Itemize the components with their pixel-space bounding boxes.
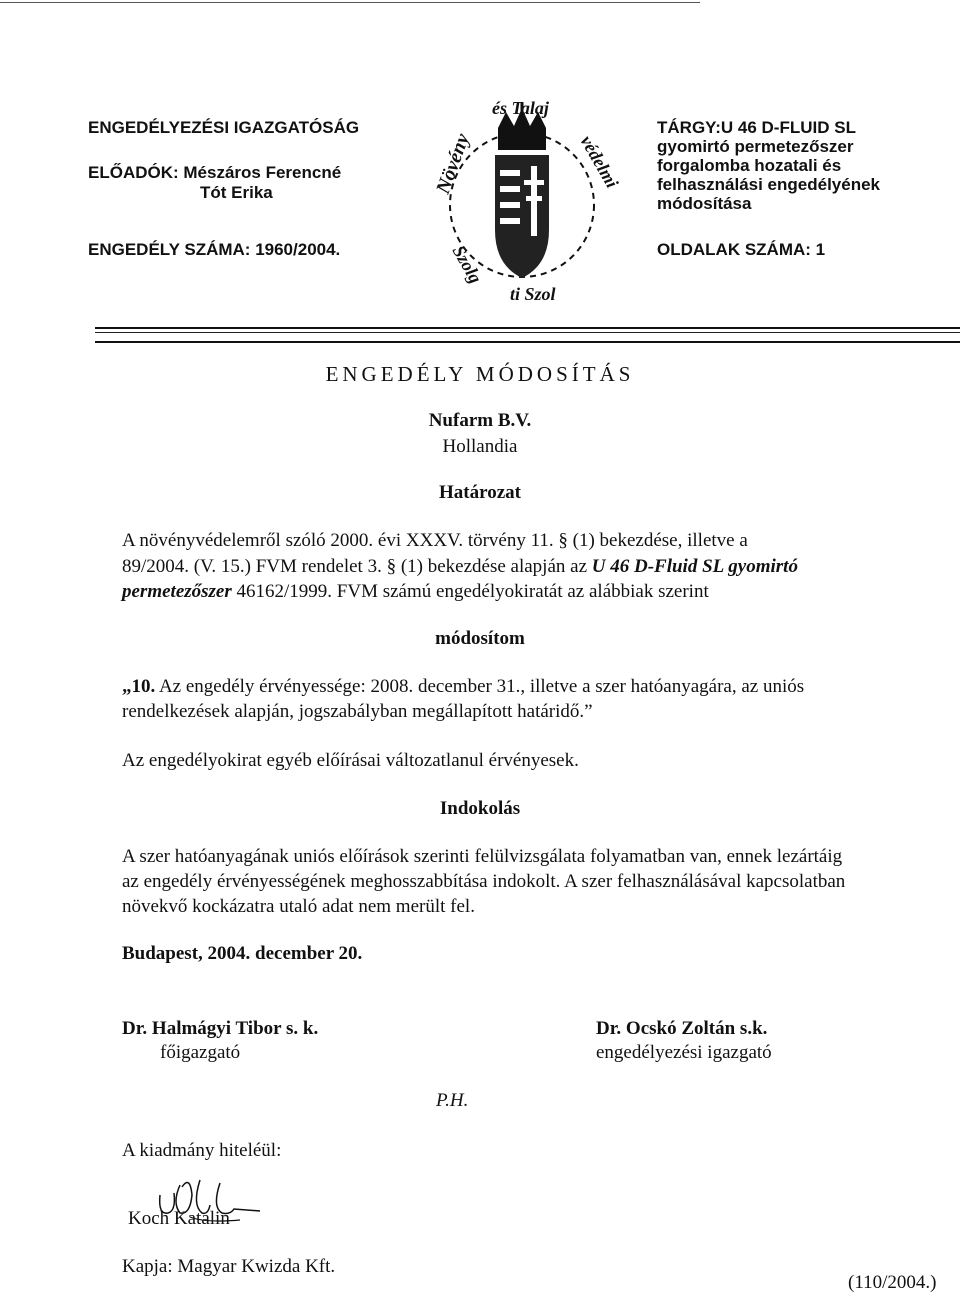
intro-line-2 (122, 556, 798, 578)
header-separator-bottom (95, 341, 960, 343)
seal-mark: P.H. (436, 1090, 469, 1111)
item-text: Az engedély érvényessége: 2008. december 31., illetve a szer hatóanyagára, az uniós (155, 676, 805, 697)
company-name: Nufarm B.V. (428, 410, 532, 431)
modify-heading: módosítom (435, 628, 525, 649)
coat-of-arms-seal (432, 98, 623, 315)
pages-count: OLDALAK SZÁMA: 1 (657, 240, 826, 259)
subject-line-1: TÁRGY:U 46 D-FLUID SL (657, 118, 856, 137)
subject-line-3: forgalomba hozatali és (657, 156, 842, 175)
document-title: ENGEDÉLY MÓDOSÍTÁS (325, 362, 635, 386)
place-and-date: Budapest, 2004. december 20. (122, 943, 363, 964)
company-country: Hollandia (442, 436, 518, 457)
subject-line-5: módosítása (657, 194, 752, 213)
decision-heading: Határozat (439, 482, 521, 503)
signer-right-title: engedélyezési igazgató (596, 1042, 772, 1063)
certifier-name: Koch Katalin (128, 1208, 230, 1229)
header-separator-middle (95, 332, 960, 333)
product-type: permetezőszer (122, 581, 232, 602)
intro-line-1: A növényvédelemről szóló 2000. évi XXXV. törvény 11. § (1) bekezdése, illetve a (122, 530, 748, 551)
header-separator-top (95, 327, 960, 329)
signer-right-name: Dr. Ocskó Zoltán s.k. (596, 1018, 768, 1039)
certified-label: A kiadmány hiteléül: (122, 1140, 282, 1161)
permit-number: ENGEDÉLY SZÁMA: 1960/2004. (88, 240, 341, 259)
reason-line-1: A szer hatóanyagának uniós előírások szerinti felülvizsgálata folyamatban van, ennek lezártáig (122, 846, 843, 867)
product-name: U 46 D-Fluid SL gyomirtó (591, 556, 798, 577)
item-line-1 (122, 676, 804, 698)
svg-text:Növény: Növény (432, 130, 474, 197)
signer-left-name: Dr. Halmágyi Tibor s. k. (122, 1018, 319, 1039)
intro-line-3-text: 46162/1999. FVM számú engedélyokiratát az alábbiak szerint (231, 581, 709, 602)
item-line-2: rendelkezések alapján, jogszabályban megállapított határidő.” (122, 701, 593, 722)
svg-text:Szolg: Szolg (448, 242, 486, 287)
svg-text:és Talaj: és Talaj (492, 98, 549, 118)
subject-line-2: gyomirtó permetezőszer (657, 137, 854, 156)
presenter-2: Tót Erika (200, 183, 273, 202)
shield-icon (495, 155, 549, 278)
svg-text:ti Szol: ti Szol (510, 284, 556, 304)
reason-line-3: növekvő kockázatra utaló adat nem merült fel. (122, 896, 475, 917)
recipient: Kapja: Magyar Kwizda Kft. (122, 1256, 336, 1277)
item-number: „10. (122, 676, 156, 697)
signer-left-title: főigazgató (160, 1042, 241, 1063)
other-provisions: Az engedélyokirat egyéb előírásai változatlanul érvényesek. (122, 750, 579, 771)
reason-line-2: az engedély érvényességének meghosszabbítása indokolt. A szer felhasználásával kapcsolatban (122, 871, 846, 892)
document-code: (110/2004.) (848, 1272, 937, 1293)
reason-heading: Indokolás (439, 798, 521, 819)
directorate-name: ENGEDÉLYEZÉSI IGAZGATÓSÁG (88, 118, 360, 137)
intro-line-3 (122, 581, 709, 603)
presenters-line: ELŐADÓK: Mészáros Ferencné (88, 163, 342, 182)
intro-line-2-text: 89/2004. (V. 15.) FVM rendelet 3. § (1) bekezdése alapján az (122, 556, 592, 577)
top-edge-rule (0, 2, 700, 3)
subject-line-4: felhasználási engedélyének (657, 175, 880, 194)
svg-text:védelmi: védelmi (576, 132, 623, 192)
